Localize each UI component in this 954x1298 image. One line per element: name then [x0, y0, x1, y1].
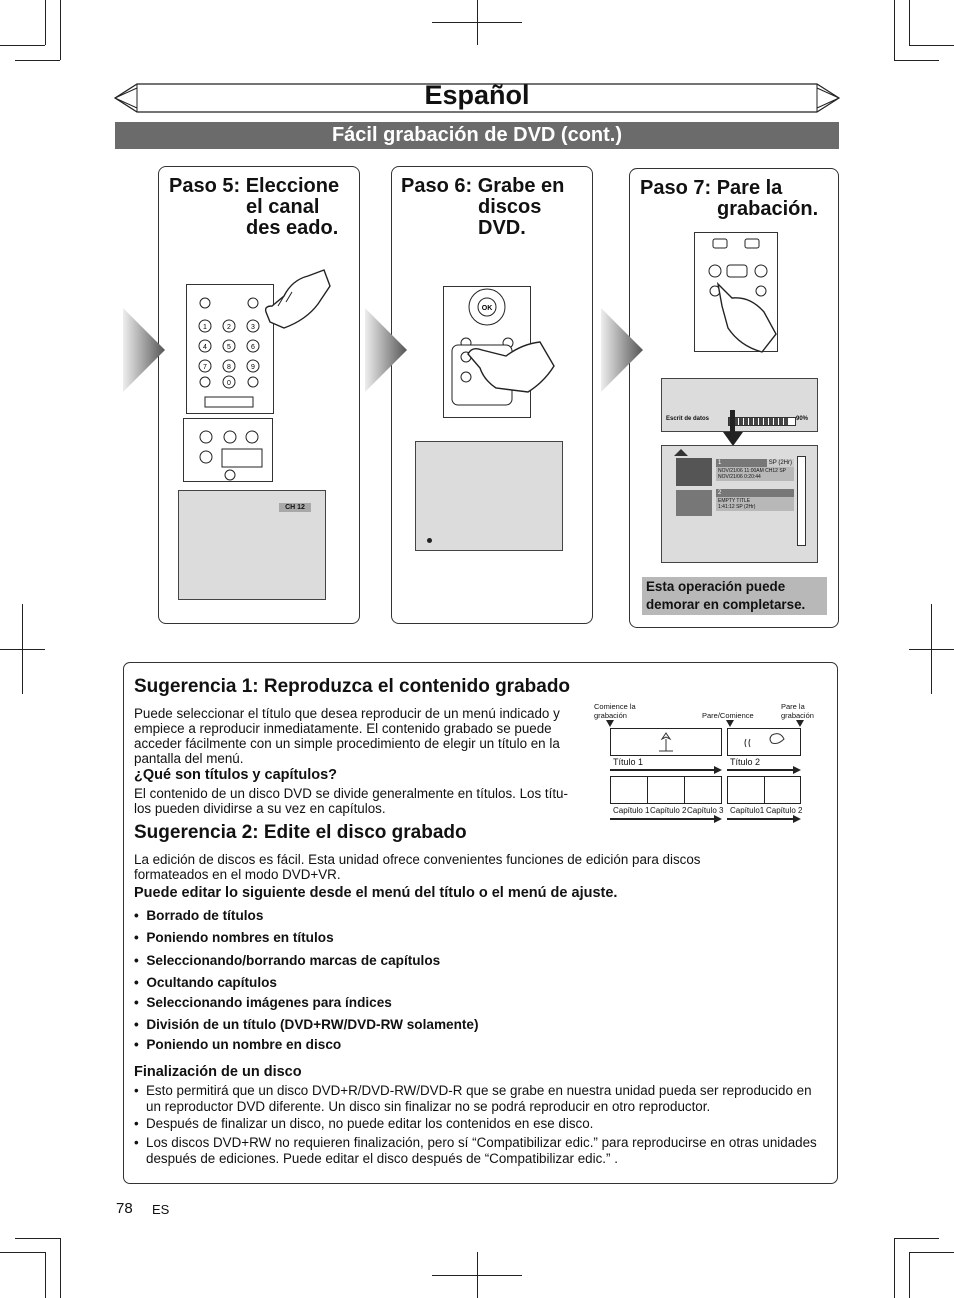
- step-5-title: Paso 5: Eleccione el canal des eado.: [169, 175, 340, 239]
- svg-text:2: 2: [227, 324, 231, 331]
- chapter-3-label: Capítulo 3: [687, 806, 724, 815]
- item-1-line2: NOV/21/06 0:20:44: [718, 474, 761, 480]
- list-item-1[interactable]: [716, 459, 794, 485]
- tip1-heading: Sugerencia 1: Reproduzca el contenido grabado: [134, 676, 571, 697]
- edit-bullet: • División de un título (DVD+RW/DVD-RW solamente): [134, 1017, 479, 1032]
- title-1-label: Título 1: [613, 757, 644, 767]
- channel-label: CH 12: [279, 503, 311, 512]
- svg-text:1: 1: [203, 324, 207, 331]
- tip1-body: Puede seleccionar el título que desea reproducir de un menú indicado y empiece a reproducir inmediatamente. El contenido grabado se puede acceder fácilmente con un simple procedimiento de elegir un título en la pantalla del menú.: [134, 706, 560, 766]
- tv-screen-title-list: [661, 445, 818, 563]
- chapter-frames-2: [727, 776, 801, 804]
- svg-text:9: 9: [251, 364, 255, 371]
- chapter-2-label: Capítulo 2: [650, 806, 687, 815]
- remote-menu-section: [183, 418, 273, 482]
- language-title: Español: [424, 80, 530, 110]
- tv-screen-step5: [178, 490, 326, 600]
- scrollbar[interactable]: [797, 456, 806, 546]
- label-pause-resume: Pare/Comience: [702, 711, 754, 720]
- svg-text:4: 4: [203, 344, 207, 351]
- tip1-sub-body: El contenido de un disco DVD se divide generalmente en títulos. Los títu- los pueden dividirse a su vez en capítulos.: [134, 786, 568, 816]
- edit-bullet: • Seleccionando imágenes para índices: [134, 995, 392, 1010]
- chapter-frames-1: [610, 776, 722, 804]
- thumbnail-2[interactable]: [676, 490, 712, 516]
- tip2-heading: Sugerencia 2: Edite el disco grabado: [134, 822, 467, 843]
- hand-pressing-icon: [460, 336, 560, 396]
- progress-percent: 90%: [796, 416, 809, 422]
- step-7-title: Paso 7: Pare la grabación.: [640, 177, 819, 220]
- item-2-line2: 1:41:12 SP (2Hr): [718, 504, 756, 510]
- chapter-2b-label: Capítulo 2: [766, 806, 803, 815]
- title-timeline-arrows: [610, 766, 810, 774]
- up-arrow-icon: [674, 449, 688, 456]
- progress-label: Escrit de datos: [666, 416, 710, 422]
- edit-bullet: • Poniendo un nombre en disco: [134, 1037, 342, 1052]
- label-stop-recording: Pare la grabación: [781, 702, 814, 720]
- language-code: ES: [152, 1202, 170, 1217]
- chapter-1b-label: Capítulo1: [730, 806, 765, 815]
- step-6-title: Paso 6: Grabe en discos DVD.: [401, 175, 565, 239]
- list-item-2[interactable]: [716, 489, 794, 515]
- thumbnail-1[interactable]: [676, 458, 712, 486]
- item-1-line1: NOV/21/06 11:00AM CH12 SP: [718, 468, 786, 474]
- edit-bullet: • Seleccionando/borrando marcas de capítulos: [134, 953, 441, 968]
- svg-text:7: 7: [203, 364, 207, 371]
- svg-text:5: 5: [227, 344, 231, 351]
- hand-pointing-icon: [262, 266, 332, 336]
- finalization-heading: Finalización de un disco: [134, 1064, 302, 1080]
- remote-keypad: [186, 284, 274, 414]
- finalization-item: • Esto permitirá que un disco DVD+R/DVD-RW/DVD-R que se grabe en nuestra unidad pueda ser reproducido en un reproductor DVD diferente. Un disco sin finalizar no se podrá reproducir en otro reproductor.: [134, 1083, 812, 1114]
- tip1-subheading: ¿Qué son títulos y capítulos?: [134, 767, 338, 783]
- svg-text:0: 0: [227, 380, 231, 387]
- item-2-line1: EMPTY TITLE: [718, 498, 751, 504]
- item-2-number: 2: [716, 489, 794, 497]
- title-1-frame: [610, 728, 722, 756]
- item-1-number: 1: [718, 460, 722, 466]
- finalization-item: • Los discos DVD+RW no requieren finalización, pero sí “Compatibilizar edic.” para reproducirse en otras unidades después de ediciones. Puede editar el disco después de “Compatibilizar edic.” .: [134, 1135, 817, 1166]
- tv-screen-step6: [415, 441, 563, 551]
- hand-stop-icon: [710, 276, 780, 356]
- svg-text:3: 3: [251, 324, 255, 331]
- edit-bullet: • Ocultando capítulos: [134, 975, 277, 990]
- chapter-1-label: Capítulo 1: [613, 806, 650, 815]
- edit-bullet: • Poniendo nombres en títulos: [134, 930, 334, 945]
- down-arrow-icon: [722, 410, 744, 446]
- tip2-body: La edición de discos es fácil. Esta unidad ofrece convenientes funciones de edición para discos formateados en el modo DVD+VR.: [134, 852, 701, 882]
- section-title: Fácil grabación de DVD (cont.): [115, 122, 839, 149]
- record-dot: [427, 538, 432, 543]
- svg-text:8: 8: [227, 364, 231, 371]
- svg-text:6: 6: [251, 344, 255, 351]
- page-number: 78: [116, 1200, 133, 1217]
- item-1-mode: SP (2Hr): [768, 460, 792, 466]
- title-2-frame: [727, 728, 801, 756]
- label-start-recording: Comience la grabación: [594, 702, 636, 720]
- title-2-label: Título 2: [730, 757, 761, 767]
- operation-note: Esta operación puede demorar en completarse.: [642, 577, 827, 615]
- edit-bullet: • Borrado de títulos: [134, 908, 264, 923]
- finalization-item: • Después de finalizar un disco, no puede editar los contenidos en ese disco.: [134, 1116, 594, 1131]
- chapter-timeline-arrows: [610, 815, 810, 823]
- tip2-bold-line: Puede editar lo siguiente desde el menú del título o el menú de ajuste.: [134, 885, 618, 901]
- svg-text:OK: OK: [481, 305, 493, 312]
